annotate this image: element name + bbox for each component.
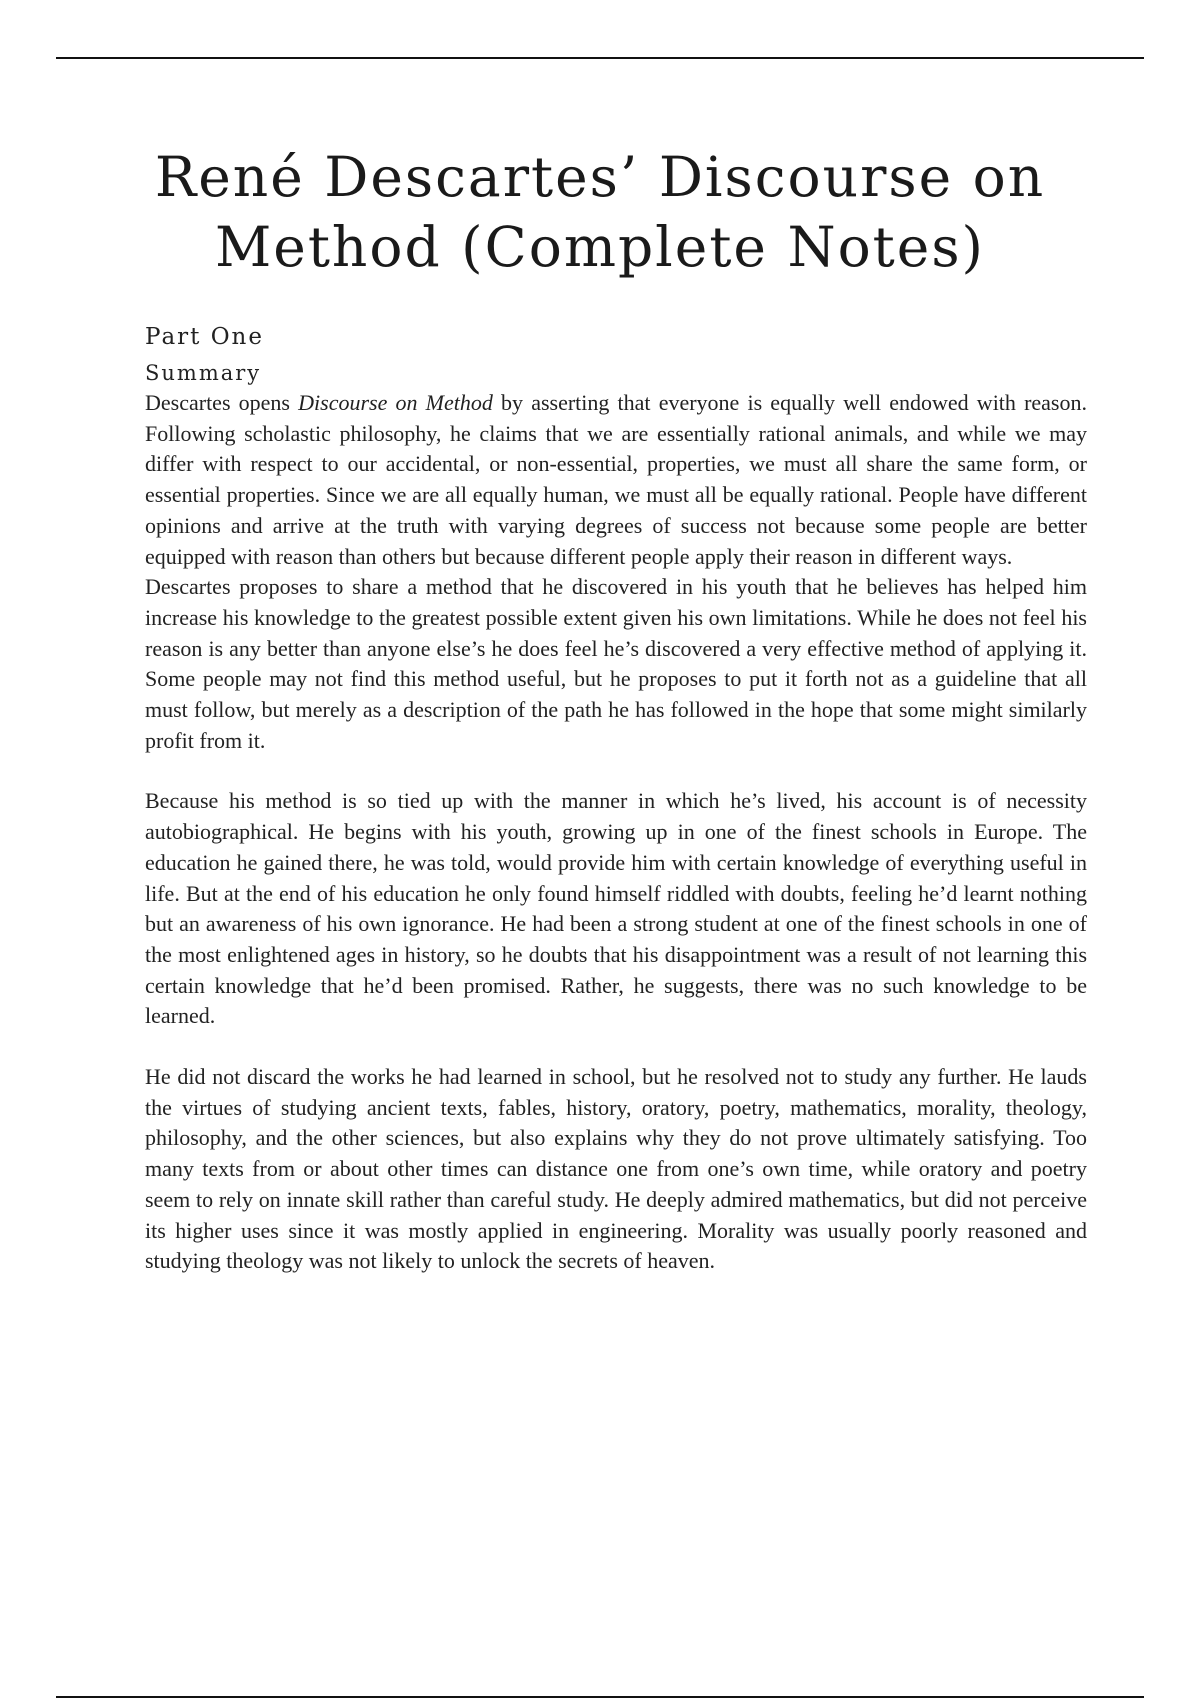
paragraph-4: He did not discard the works he had learned in school, but he resolved not to study any further. He lauds the virtues of studying ancient texts, fables, history, oratory, poetry, mathematics, morality, theology, philosophy, and the other sciences, but also explains why they do not prove ultimately satisfying. Too many texts from or about other times can distance one from one’s own time, while oratory and poetry seem to rely on innate skill rather than careful study. He deeply admired mathematics, but did not perceive its higher uses since it was mostly applied in engineering. Morality was usually poorly reasoned and studying theology was not likely to unlock the secrets of heaven. (145, 1064, 1087, 1274)
section-heading: Part One (145, 324, 264, 350)
paragraph-2: Descartes proposes to share a method that he discovered in his youth that he believes has helped him increase his knowledge to the greatest possible extent given his own limitations. While he does not feel his reason is any better than anyone else’s he does feel he’s discovered a very effective method of applying it. Some people may not find this method useful, but he proposes to put it forth not as a guideline that all must follow, but merely as a description of the path he has followed in the hope that some might similarly profit from it. (145, 574, 1087, 753)
bottom-rule (56, 1696, 1144, 1698)
document-title: René Descartes’ Discourse on Method (Complete Notes) (154, 145, 1046, 279)
document-body (145, 322, 1087, 1277)
paragraph-1-lead: Descartes opens (145, 390, 299, 415)
summary-heading: Summary (145, 361, 262, 385)
top-rule (56, 57, 1144, 59)
paragraph-1 (145, 388, 1087, 572)
paragraph-1-rest: by asserting that everyone is equally well endowed with reason. Following scholastic philosophy, he claims that we are essentially rational animals, and while we may differ with respect to our accidental, or non-essential, properties, we must all share the same form, or essential properties. Since we are all equally human, we must all be equally rational. People have different opinions and arrive at the truth with varying degrees of success not because some people are better equipped with reason than others but because different people apply their reason in different ways. (145, 390, 1087, 569)
book-title-italic: Discourse on Method (298, 390, 493, 415)
paragraph-3: Because his method is so tied up with the manner in which he’s lived, his account is of necessity autobiographical. He begins with his youth, growing up in one of the finest schools in Europe. The education he gained there, he was told, would provide him with certain knowledge of everything useful in life. But at the end of his education he only found himself riddled with doubts, feeling he’d learnt nothing but an awareness of his own ignorance. He had been a strong student at one of the finest schools in one of the most enlightened ages in history, so he doubts that his disappointment was a result of not learning this certain knowledge that he’d been promised. Rather, he suggests, there was no such knowledge to be learned. (145, 788, 1087, 1029)
